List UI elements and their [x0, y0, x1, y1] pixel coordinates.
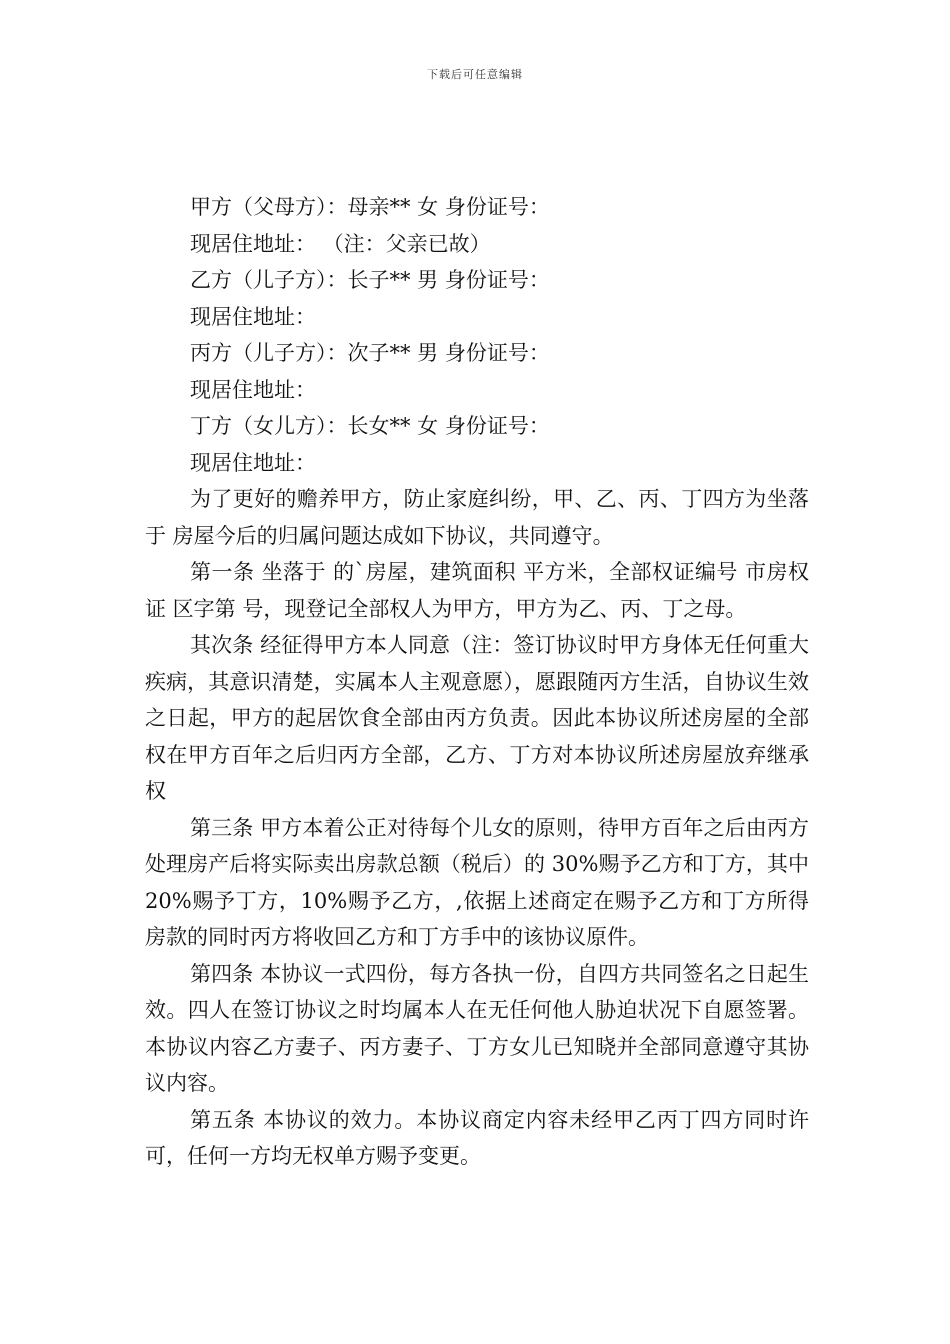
party-a-line: 甲方（父母方）：母亲** 女 身份证号：: [190, 195, 550, 219]
party-c-line: 丙方（儿子方）：次子** 男 身份证号：: [190, 341, 550, 365]
party-d-line: 丁方（女儿方）：长女** 女 身份证号：: [190, 414, 550, 438]
page-header: 下载后可任意编辑: [427, 68, 523, 81]
party-a-address: 现居住地址： （注：父亲已故）: [190, 231, 491, 256]
party-d-address: 现居住地址：: [190, 450, 316, 475]
article-5-paragraph: 第五条 本协议的效力。本协议商定内容未经甲乙丙丁四方同时许可，任何一方均无权单方赐予变更。: [145, 1107, 809, 1168]
preamble-paragraph: 为了更好的赡养甲方，防止家庭纠纷，甲、乙、丙、丁四方为坐落于 房屋今后的归属问题达成如下协议，共同遵守。: [145, 487, 809, 548]
article-1-paragraph: 第一条 坐落于 的`房屋，建筑面积 平方米，全部权证编号 市房权证 区字第 号，现登记全部权人为甲方，甲方为乙、丙、丁之母。: [145, 560, 809, 621]
article-4-paragraph: 第四条 本协议一式四份，每方各执一份，自四方共同签名之日起生效。四人在签订协议之时均属本人在无任何他人胁迫状况下自愿签署。本协议内容乙方妻子、丙方妻子、丁方女儿已知晓并全部同意遵守其协议内容。: [145, 961, 809, 1095]
article-3-paragraph: 第三条 甲方本着公正对待每个儿女的原则，待甲方百年之后由丙方处理房产后将实际卖出房款总额（税后）的 30%赐予乙方和丁方，其中 20%赐予丁方，10%赐予乙方，,依据上述商定在赐予乙方和丁方所得房款的同时丙方将收回乙方和丁方手中的该协议原件。: [145, 815, 809, 949]
agreement-body: [145, 189, 809, 1175]
party-b-line: 乙方（儿子方）：长子** 男 身份证号：: [190, 268, 550, 292]
party-b-address: 现居住地址：: [190, 304, 316, 329]
article-2-paragraph: 其次条 经征得甲方本人同意（注：签订协议时甲方身体无任何重大疾病，其意识清楚，实属本人主观意愿），愿跟随丙方生活，自协议生效之日起，甲方的起居饮食全部由丙方负责。因此本协议所述房屋的全部权在甲方百年之后归丙方全部，乙方、丁方对本协议所述房屋放弃继承权: [145, 633, 809, 803]
party-c-address: 现居住地址：: [190, 377, 316, 402]
